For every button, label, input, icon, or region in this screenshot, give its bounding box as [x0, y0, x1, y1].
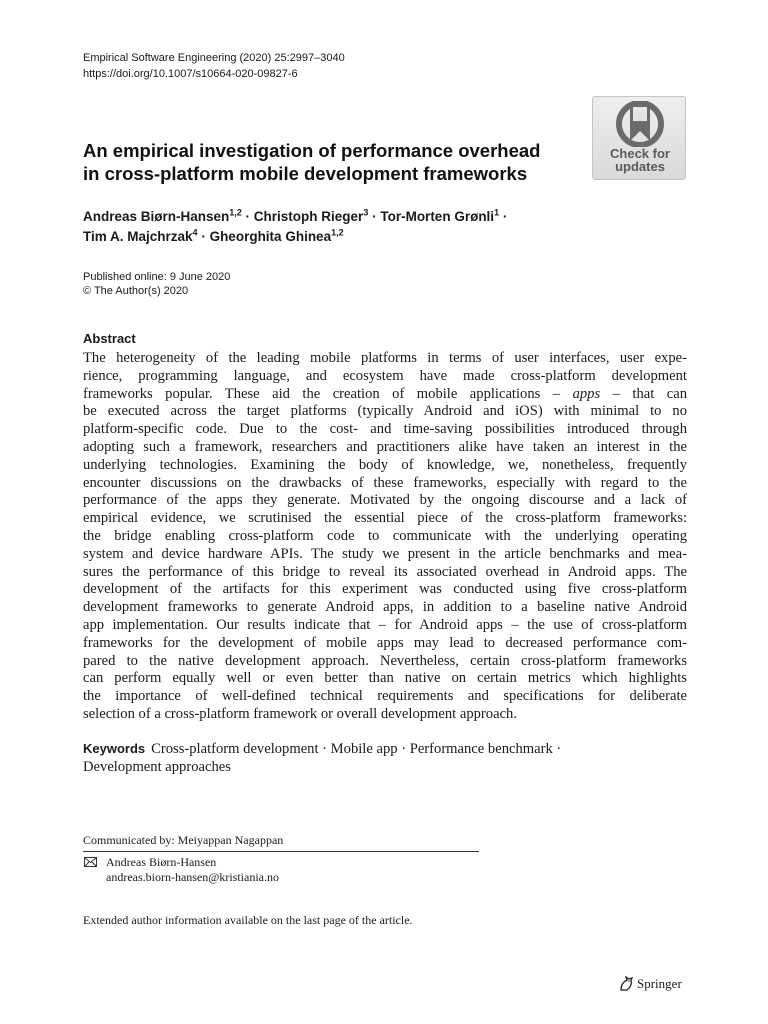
abstract-italic: apps: [572, 385, 601, 402]
abstract-line: underlying technologies. Examining the body of knowledge, we, nonetheless, frequently: [83, 456, 687, 473]
doi-link[interactable]: https://doi.org/10.1007/s10664-020-09827-6: [83, 68, 298, 80]
abstract-line: the bridge enabling cross-platform code to communicate with the underlying operating: [83, 527, 687, 544]
abstract-line: development frameworks to generate Android apps, in addition to a baseline native Android: [83, 599, 687, 616]
paper-title: [83, 139, 583, 185]
abstract-line: system and device hardware APIs. The study we present in the article benchmarks and mea-: [83, 545, 687, 562]
check-for-updates-badge[interactable]: [592, 96, 686, 180]
author-affiliation: 3: [363, 207, 369, 218]
abstract-line: empirical evidence, we scrutinised the essential piece of the cross-platform frameworks:: [83, 510, 687, 527]
keywords-line2: Development approaches: [83, 759, 231, 775]
abstract-line: performance of the apps they generate. Motivated by the ongoing discourse and a lack of: [83, 492, 687, 509]
author-affiliation: 1,2: [331, 227, 344, 238]
abstract-line: frameworks for the development of mobile apps may lead to decreased performance com-: [83, 634, 687, 651]
author-affiliation: 1,2: [229, 207, 242, 218]
bookmark-icon: [615, 101, 665, 147]
footnote-divider: [83, 851, 479, 852]
abstract-line: rience, programming language, and ecosystem have made cross-platform development: [83, 367, 687, 384]
published-date: Published online: 9 June 2020: [83, 271, 231, 283]
springer-horse-icon: [618, 976, 634, 991]
author-name[interactable]: Tim A. Majchrzak: [83, 229, 193, 244]
keywords: [83, 740, 687, 776]
badge-line1: Check for: [610, 146, 670, 161]
abstract-line: app implementation. Our results indicate that – for Android apps – the use of cross-platform: [83, 616, 687, 633]
communicated-by: Communicated by: Meiyappan Nagappan: [83, 833, 284, 847]
keywords-line1: Cross-platform development · Mobile app · Performance benchmark ·: [151, 741, 562, 757]
publication-info: [83, 270, 230, 298]
corresponding-author: [83, 855, 279, 885]
abstract-line: development of the artifacts for this experiment was conducted using five cross-platform: [83, 581, 687, 598]
abstract-line: encounter discussions on the drawbacks of these frameworks, especially with regard to the: [83, 474, 687, 491]
title-line1: An empirical investigation of performance overhead: [83, 140, 541, 161]
author-name[interactable]: Andreas Biørn-Hansen: [83, 209, 230, 224]
author-name[interactable]: Tor-Morten Grønli: [380, 209, 495, 224]
publisher-logo: [618, 976, 682, 992]
author-name[interactable]: Gheorghita Ghinea: [209, 229, 332, 244]
corresponding-name: Andreas Biørn-Hansen: [106, 855, 217, 869]
copyright: © The Author(s) 2020: [83, 285, 189, 297]
abstract-line: be executed across the target platforms (typically Android and iOS) with minimal to no: [83, 403, 687, 420]
keywords-label: Keywords: [83, 741, 146, 756]
badge-label: [593, 147, 687, 173]
abstract-line: The heterogeneity of the leading mobile platforms in terms of user interfaces, user expe-: [83, 350, 687, 366]
abstract-line: adopting such a framework, researchers and practitioners alike have taken an interest in the: [83, 438, 687, 455]
abstract-line: selection of a cross-platform framework or overall development approach.: [83, 705, 517, 722]
envelope-icon: [83, 857, 98, 867]
abstract-heading: Abstract: [83, 331, 136, 346]
extended-author-info: Extended author information available on the last page of the article.: [83, 913, 413, 927]
abstract-line: platform-specific code. Due to the cost- and time-saving possibilities introduced through: [83, 421, 687, 438]
publisher-name: Springer: [637, 976, 682, 991]
journal-header: [83, 50, 345, 82]
title-line2: in cross-platform mobile development frameworks: [83, 163, 528, 184]
abstract-line: frameworks popular. These aid the creation of mobile applications – apps – that can: [83, 385, 687, 402]
author-affiliation: 1: [494, 207, 500, 218]
author-name[interactable]: Christoph Rieger: [253, 209, 364, 224]
abstract-line: sures the performance of this bridge to reveal its associated overhead in Android apps. The: [83, 563, 687, 580]
journal-citation: Empirical Software Engineering (2020) 25:2997–3040: [83, 52, 345, 64]
abstract-line: pared to the native development approach. Nevertheless, certain cross-platform frameworks: [83, 652, 687, 669]
author-affiliation: 4: [192, 227, 198, 238]
author-list: Andreas Biørn-Hansen$^{1,2}$ · Christoph Rieger$^3$ · Tor-Morten Grønli$^1$ · Tim A. Majchrzak$^4$ · Gheorghita Ghinea$^{1,2}$: [83, 207, 508, 244]
abstract-line: the importance of well-defined technical requirements and specifications for deliberate: [83, 688, 687, 705]
badge-line2: updates: [615, 159, 665, 174]
corresponding-email[interactable]: andreas.biorn-hansen@kristiania.no: [106, 870, 279, 884]
abstract-line: can perform equally well or even better than native on certain metrics which highlights: [83, 670, 687, 687]
abstract-body: [83, 350, 687, 724]
